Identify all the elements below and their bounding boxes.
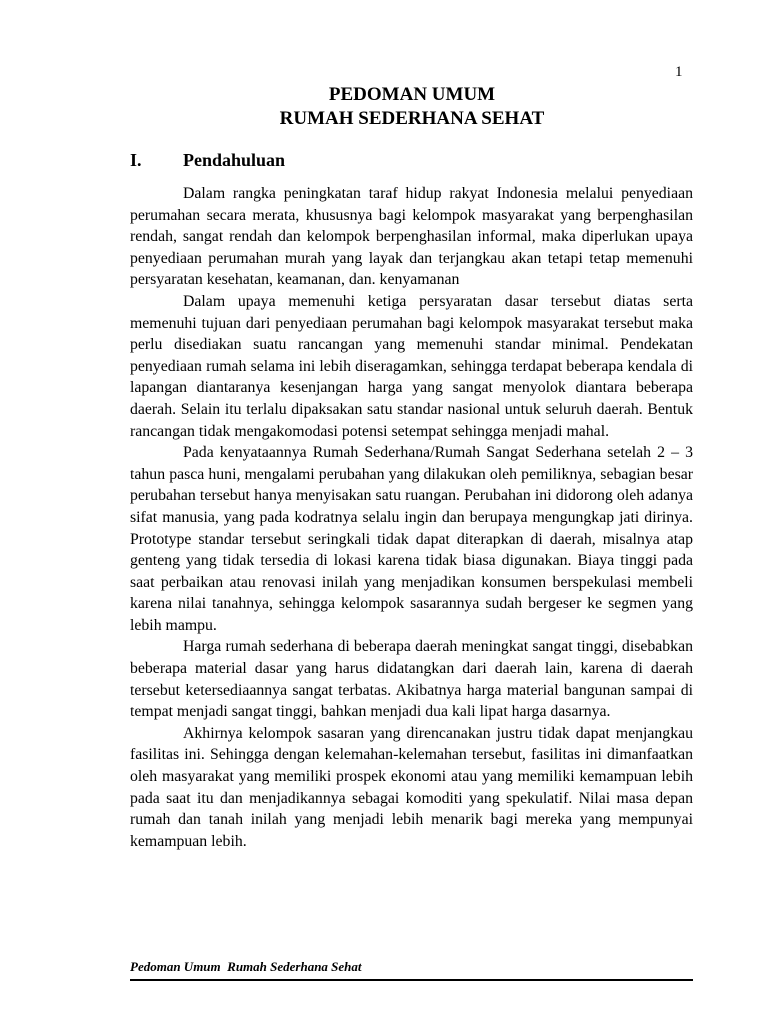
paragraph: Akhirnya kelompok sasaran yang direncanakan justru tidak dapat menjangkau fasilitas ini. Sehingga dengan kelemahan-kelemahan tersebut, fasilitas ini dimanfaatkan oleh masyarakat yang memiliki prospek ekonomi atau yang memiliki kemampuan lebih pada saat itu dan menjadikannya sebagai komoditi yang spekulatif. Nilai masa depan rumah dan tanah inilah yang menjadi lebih menarik bagi mereka yang mempunyai kemampuan lebih. [130, 724, 693, 850]
title-line-1: PEDOMAN UMUM [328, 84, 496, 105]
section-number: I. [130, 150, 142, 170]
paragraph: Dalam rangka peningkatan taraf hidup rakyat Indonesia melalui penyediaan perumahan secara merata, khususnya bagi kelompok masyarakat yang berpenghasilan rendah, sangat rendah dan kelompok berpenghasilan informal, maka diperlukan upaya penyediaan perumahan murah yang layak dan terjangkau akan tetapi tetap memenuhi persyaratan kesehatan, keamanan, dan. kenyamanan [130, 185, 693, 289]
paragraph: Harga rumah sederhana di beberapa daerah meningkat sangat tinggi, disebabkan beberapa material dasar yang harus didatangkan dari daerah lain, karena di daerah tersebut ketersediaannya sangat terbatas. Akibatnya harga material bangunan sampai di tempat menjadi sangat tinggi, bahkan menjadi dua kali lipat harga dasarnya. [130, 638, 693, 721]
paragraph: Pada kenyataannya Rumah Sederhana/Rumah Sangat Sederhana setelah 2 – 3 tahun pasca huni, mengalami perubahan yang dilakukan oleh pemiliknya, sebagian besar perubahan tersebut hanya menyisakan satu ruangan. Perubahan ini didorong oleh adanya sifat manusia, yang pada kodratnya selalu ingin dan berupaya mengungkap jati dirinya. Prototype standar tersebut seringkali tidak dapat diterapkan di daerah, misalnya atap genteng yang tidak tersedia di lokasi karena tidak biasa digunakan. Biaya tinggi pada saat perbaikan atau renovasi inilah yang menjadikan konsumen berspekulasi membeli karena nilai tanahnya, sehingga kelompok sasarannya sudah bergeser ke segmen yang lebih mampu. [130, 444, 693, 634]
footer-rule [130, 979, 693, 981]
page-number: 1 [675, 64, 683, 80]
footer-text: Pedoman Umum Rumah Sederhana Sehat [130, 959, 362, 974]
page-footer [130, 959, 693, 981]
section-title: Pendahuluan [183, 150, 286, 170]
document-title [0, 83, 768, 131]
paragraph: Dalam upaya memenuhi ketiga persyaratan dasar tersebut diatas serta memenuhi tujuan dari penyediaan perumahan bagi kelompok masyarakat tersebut maka perlu disediakan suatu rancangan yang memenuhi standar minimal. Pendekatan penyediaan rumah selama ini lebih diseragamkan, sehingga terdapat beberapa kendala di lapangan diantaranya kesenjangan harga yang sangat menyolok diantara beberapa daerah. Selain itu terlalu dipaksakan satu standar nasional untuk seluruh daerah. Bentuk rancangan tidak mengakomodasi potensi setempat sehingga menjadi mahal. [130, 292, 693, 440]
body-text [130, 183, 693, 852]
title-line-2: RUMAH SEDERHANA SEHAT [279, 108, 545, 129]
section-heading [130, 150, 285, 171]
